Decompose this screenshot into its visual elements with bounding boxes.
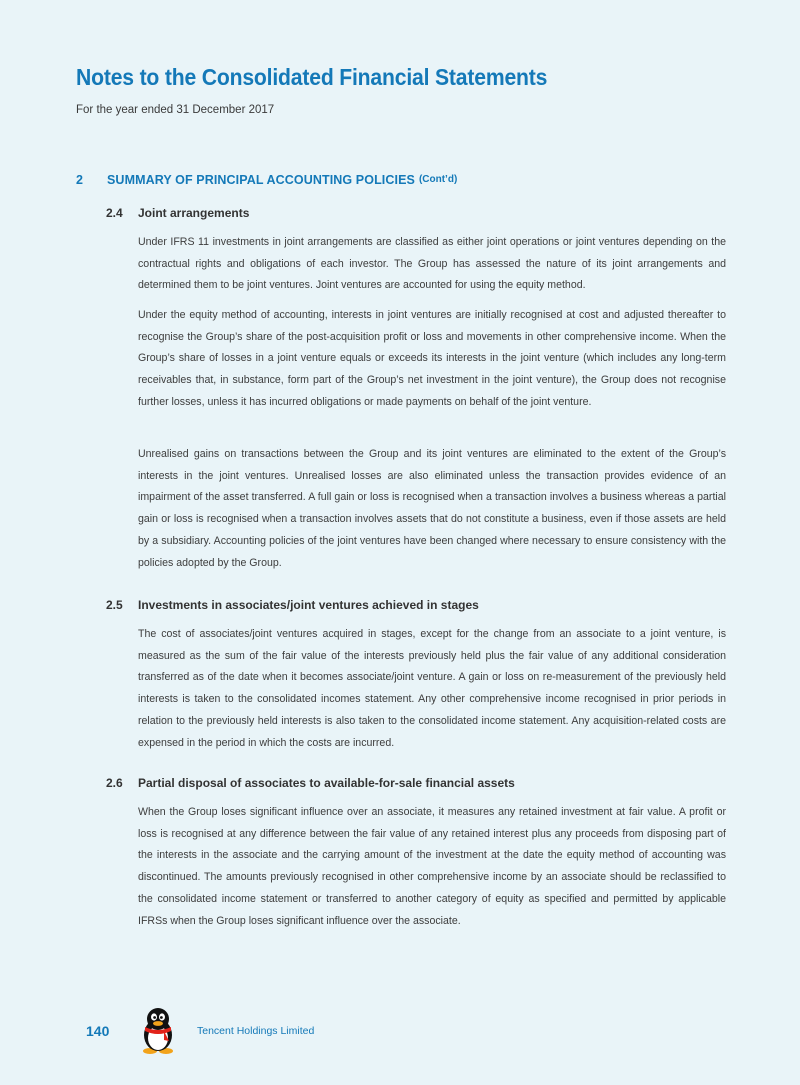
page-number: 140 bbox=[86, 1023, 110, 1039]
subsection-title: Joint arrangements bbox=[138, 206, 250, 220]
company-name: Tencent Holdings Limited bbox=[197, 1025, 315, 1037]
paragraph: Under IFRS 11 investments in joint arrangements are classified as either joint operations or joint ventures depending on the contractual rights and obligations of each investor. The Group has assessed the nature of its joint arrangements and determined them to be joint ventures. Joint ventures are accounted for using the equity method. bbox=[138, 236, 726, 292]
subsection-number: 2.5 bbox=[106, 598, 123, 612]
subsection-title: Partial disposal of associates to available-for-sale financial assets bbox=[138, 776, 515, 790]
section-cont-label: (Cont’d) bbox=[418, 174, 458, 185]
subsection-heading-2-6 bbox=[106, 776, 515, 790]
paragraph: Unrealised gains on transactions between the Group and its joint ventures are eliminated to the extent of the Group’s interests in the joint ventures. Unrealised losses are also eliminated unless the transaction provides evidence of an impairment of the asset transferred. A full gain or loss is recognised when a transaction involves a business whereas a partial gain or loss is recognised when a transaction involves assets that do not constitute a business, even if those assets are held by a subsidiary. Accounting policies of the joint ventures have been changed where necessary to ensure consistency with the policies adopted by the Group. bbox=[138, 448, 726, 569]
section-heading bbox=[76, 173, 457, 187]
subsection-heading-2-4 bbox=[106, 206, 249, 220]
section-number: 2 bbox=[76, 173, 83, 187]
paragraph: When the Group loses significant influence over an associate, it measures any retained investment at fair value. A profit or loss is recognised at any difference between the fair value of any retained interest plus any proceeds from disposing part of the interests in the associate and the carrying amount of the investment at the date the equity method of accounting was discontinued. The amounts previously recognised in other comprehensive income by an associate should be reclassified to the consolidated income statement or transferred to another category of equity as specified and permitted by applicable IFRSs when the Group loses significant influence over the associate. bbox=[138, 806, 726, 927]
page-title: Notes to the Consolidated Financial Statements bbox=[76, 64, 548, 90]
paragraph: Under the equity method of accounting, interests in joint ventures are initially recognised at cost and adjusted thereafter to recognise the Group’s share of the post-acquisition profit or loss and movements in other comprehensive income. When the Group’s share of losses in a joint venture equals or exceeds its interests in the joint venture (which includes any long-term receivables that, in substance, form part of the Group’s net investment in the joint venture), the Group does not recognise further losses, unless it has incurred obligations or made payments on behalf of the joint venture. bbox=[138, 309, 726, 408]
qq-penguin-icon bbox=[138, 1007, 178, 1060]
page-subtitle: For the year ended 31 December 2017 bbox=[76, 104, 275, 116]
subsection-heading-2-5 bbox=[106, 598, 479, 612]
paragraph: The cost of associates/joint ventures acquired in stages, except for the change from an associate to a joint venture, is measured as the sum of the fair value of the interests previously held plus the fair value of any additional consideration transferred as of the date when it becomes associate/joint venture. A gain or loss on re-measurement of the previously held interests is taken to the consolidated incomes statement. Any other comprehensive income recognised in prior periods in relation to the previously held interests is also taken to the consolidated income statement. Any acquisition-related costs are expensed in the period in which the costs are incurred. bbox=[138, 628, 726, 749]
section-title: SUMMARY OF PRINCIPAL ACCOUNTING POLICIES bbox=[107, 173, 415, 187]
subsection-number: 2.6 bbox=[106, 776, 123, 790]
subsection-number: 2.4 bbox=[106, 206, 123, 220]
subsection-title: Investments in associates/joint ventures achieved in stages bbox=[138, 598, 479, 612]
